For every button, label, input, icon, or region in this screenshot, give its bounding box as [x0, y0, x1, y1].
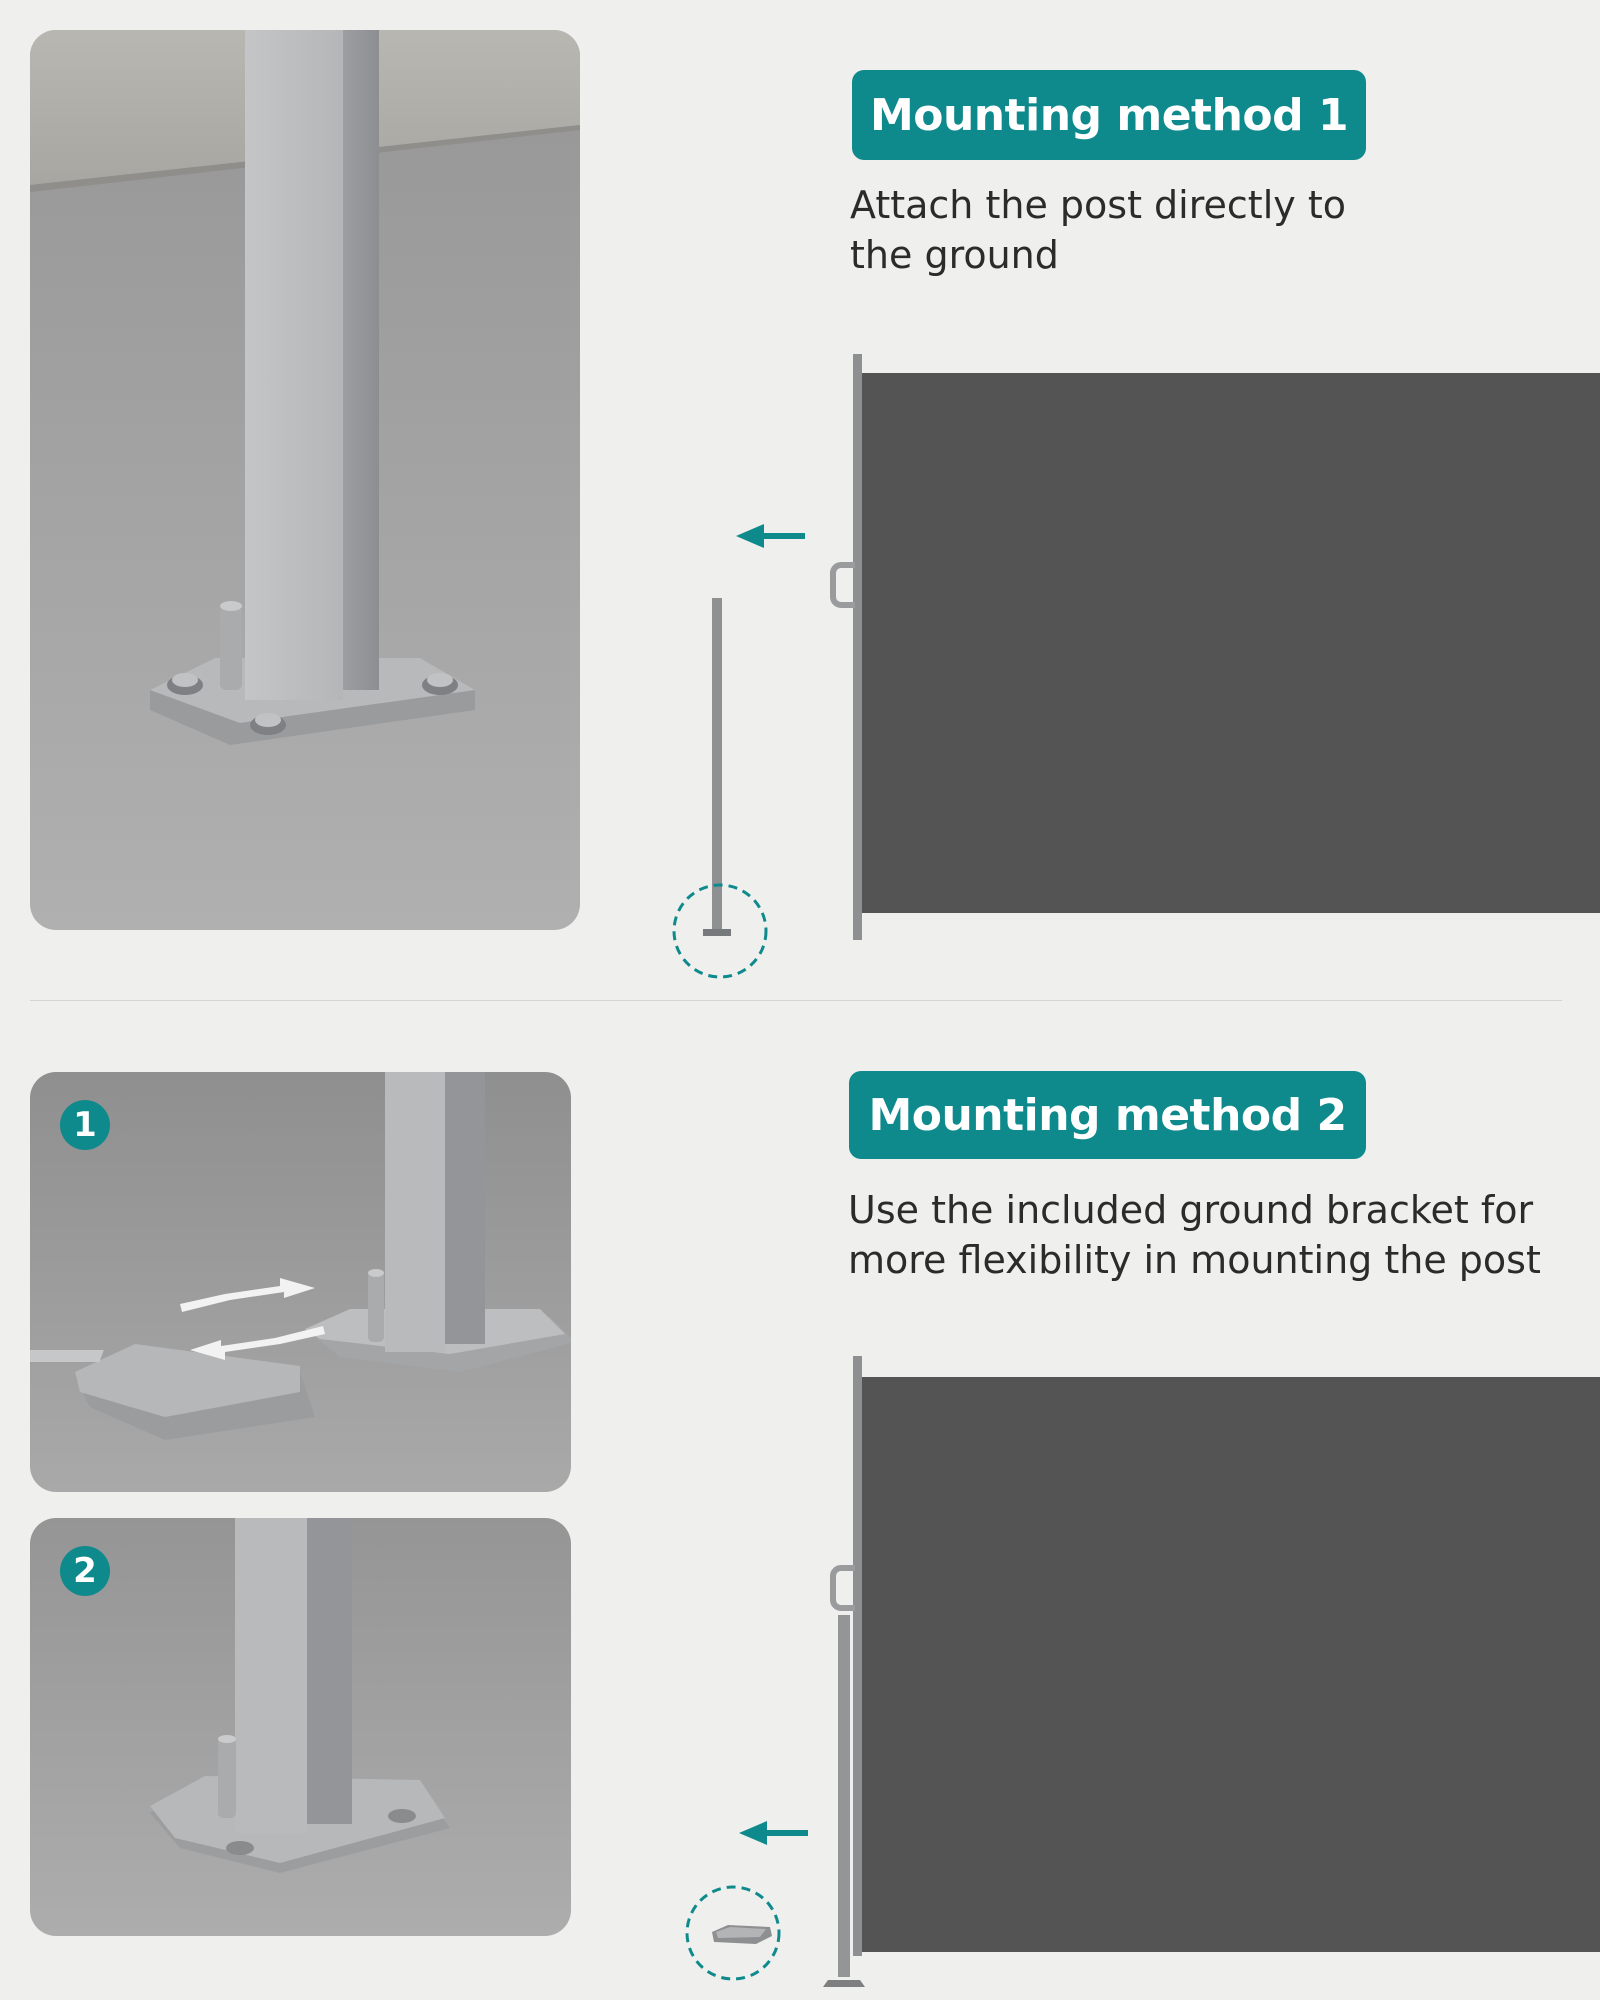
section-divider [30, 1000, 1562, 1001]
screen-fabric [860, 373, 1600, 913]
photo-step-2-mounted [30, 1518, 571, 1936]
arrow-left-icon [739, 1821, 808, 1845]
arrow-left-icon [736, 524, 805, 548]
handle-icon [833, 1568, 855, 1608]
photo-step-1-bracket [30, 1072, 571, 1492]
step-1-badge: 1 [60, 1100, 110, 1150]
handle-icon [833, 565, 855, 605]
mounting-method-2-title: Mounting method 2 [849, 1071, 1366, 1159]
mounted-post [838, 1615, 850, 1977]
mounting-method-2-description: Use the included ground bracket for more flexibility in mounting the post [848, 1188, 1541, 1282]
step-2-badge: 2 [60, 1546, 110, 1596]
photo-post-bolted [30, 30, 580, 930]
mounting-method-1-description: Attach the post directly to the ground [850, 183, 1346, 277]
screen-edge-pole [853, 354, 862, 940]
mounting-method-1-title: Mounting method 1 [852, 70, 1366, 160]
screen-edge-pole [853, 1356, 862, 1956]
loose-post [712, 598, 722, 932]
screen-diagram-method-1 [660, 340, 1600, 990]
screen-diagram-method-2 [660, 1340, 1600, 2000]
screen-fabric [860, 1377, 1600, 1952]
